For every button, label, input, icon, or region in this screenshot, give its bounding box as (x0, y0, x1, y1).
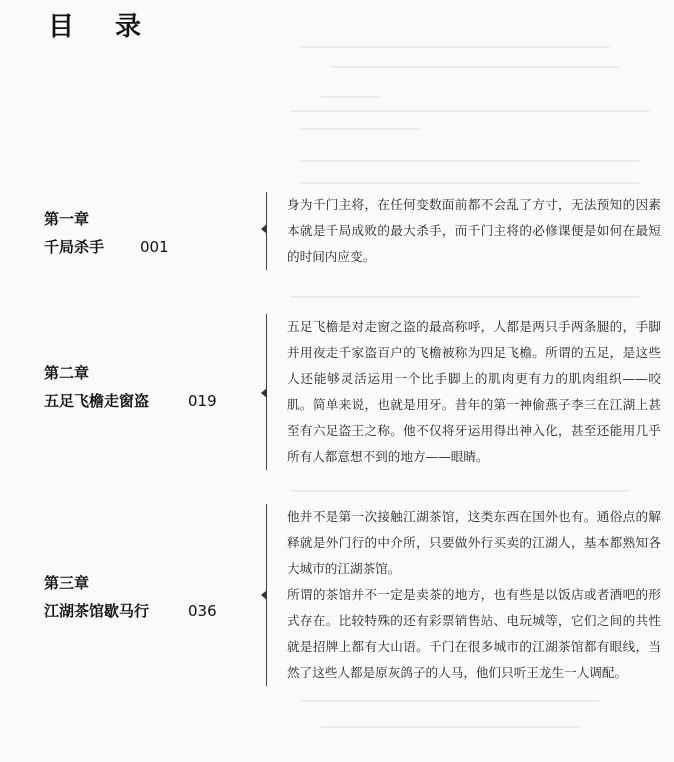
chapter-entry[interactable] (44, 208, 169, 260)
chapter-summary (266, 504, 661, 686)
bleed-through-mark (300, 128, 420, 130)
bleed-through-mark (290, 110, 650, 112)
chapter-page-number: 019 (188, 392, 217, 410)
chapter-title: 五足飞檐走窗盗 (44, 392, 150, 410)
bleed-through-mark (320, 96, 380, 98)
summary-paragraph: 身为千门主将，在任何变数面前都不会乱了方寸，无法预知的因素本就是千局成败的最大杀手，而千门主将的必修课便是如何在最短的时间内应变。 (287, 197, 661, 264)
bleed-through-mark (300, 46, 610, 48)
bleed-through-mark (330, 66, 620, 68)
page-title: 目 录 (48, 12, 158, 42)
chapter-summary (266, 192, 661, 270)
chapter-title: 江湖茶馆歇马行 (44, 602, 150, 620)
chapter-number: 第二章 (44, 364, 90, 382)
chapter-page-number: 001 (140, 238, 169, 256)
pointer-icon (261, 388, 267, 398)
bleed-through-mark (290, 296, 640, 298)
bleed-through-mark (300, 700, 600, 702)
chapter-number: 第一章 (44, 210, 90, 228)
summary-paragraph: 五足飞檐是对走窗之盗的最高称呼，人都是两只手两条腿的，手脚并用夜走千家盗百户的飞檐被称为四足飞檐。所谓的五足，是这些人还能够灵活运用一个比手脚上的肌肉更有力的肌肉组织——咬肌。简单来说，也就是用牙。昔年的第一神偷燕子李三在江湖上甚至有六足盗王之称。他不仅将牙运用得出神入化，甚至还能用几乎所有人都意想不到的地方——眼睛。 (287, 319, 661, 464)
bleed-through-mark (320, 726, 580, 728)
chapter-page-number: 036 (188, 602, 217, 620)
chapter-entry[interactable] (44, 362, 217, 414)
chapter-title-row (44, 598, 217, 624)
chapter-summary (266, 314, 661, 470)
summary-paragraph: 所谓的茶馆并不一定是卖茶的地方，也有些是以饭店或者酒吧的形式存在。比较特殊的还有彩票销售站、电玩城等，它们之间的共性就是招牌上都有大山语。千门在很多城市的江湖茶馆都有眼线，当然了这些人都是原灰鸽子的人马，他们只听王龙生一人调配。 (287, 587, 661, 680)
chapter-title-row (44, 388, 217, 414)
pointer-icon (261, 590, 267, 600)
chapter-title-row (44, 234, 169, 260)
bleed-through-mark (300, 182, 640, 184)
chapter-number: 第三章 (44, 574, 90, 592)
pointer-icon (261, 224, 267, 234)
bleed-through-mark (290, 490, 630, 492)
bleed-through-mark (300, 160, 640, 162)
chapter-title: 千局杀手 (44, 238, 105, 256)
chapter-entry[interactable] (44, 572, 217, 624)
summary-paragraph: 他并不是第一次接触江湖茶馆，这类东西在国外也有。通俗点的解释就是外门行的中介所，只要做外行买卖的江湖人，基本都熟知各大城市的江湖茶馆。 (287, 509, 661, 576)
